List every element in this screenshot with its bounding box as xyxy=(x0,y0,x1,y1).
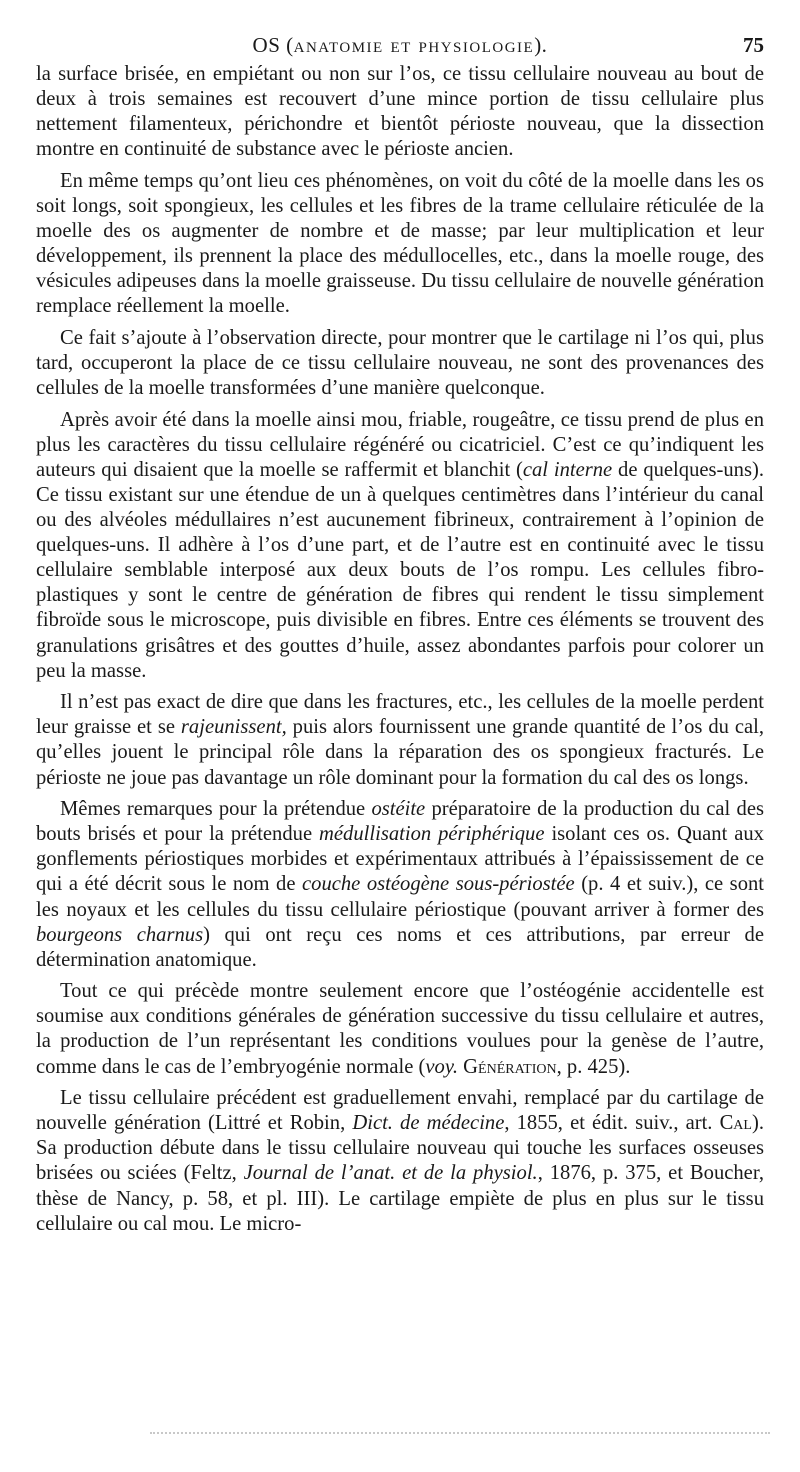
italic-term: médullisation périphérique xyxy=(319,823,545,846)
italic-term: Dict. de médecine xyxy=(352,1112,505,1135)
running-title-end: ). xyxy=(534,33,548,57)
running-title-main: OS ( xyxy=(252,33,294,57)
paragraph xyxy=(36,797,764,973)
text-run: Le tissu cellulaire précédent est graduellement envahi, remplacé par du cartilage de nouvelle génération (Littré et Robin, xyxy=(36,1087,764,1135)
paragraph xyxy=(36,408,764,684)
italic-term: couche ostéogène sous-périostée xyxy=(302,873,575,896)
text-run: Après avoir été dans la moelle ainsi mou, friable, rougeâtre, ce tissu prend de plus en plus les caractères du tissu cellulaire régénéré ou cicatriciel. C’est ce qu’indiquent les auteurs qui disaient que la moelle se raffermit et blanchit ( xyxy=(36,408,764,481)
italic-term: rajeunissent, xyxy=(180,716,287,739)
italic-term: cal interne xyxy=(522,458,613,481)
italic-term: bourgeons charnus xyxy=(36,923,204,946)
running-title xyxy=(36,30,764,60)
text-run: , 1876, p. 375, et Boucher, thèse de Nancy, p. 58, et pl. III). Le cartilage empiète de plus en plus sur le tissu cellulaire ou cal mou. Le micro- xyxy=(36,1162,765,1235)
paragraph xyxy=(36,169,764,320)
text-run: Mêmes remarques pour la prétendue xyxy=(60,798,372,821)
text-run: de quelques-uns). Ce tissu existant sur une étendue de un à quelques centimètres dans l’intérieur du canal ou des alvéoles médullaires n’est aucunement fibrineux, contrairement à l’opinion de quelques-uns. Il adhère à l’os d’une part, et de l’autre est en continuité avec le tissu cellulaire semblable interposé aux deux bouts de l’os rompu. Les cellules fibro-plastiques y sont le centre de génération de fibres qui rendent le tissu simplement fibroïde sous le microscope, puis divisible en fibres. Entre ces éléments se trouvent des granulations grisâtres et des gouttes d’huile, assez abondantes parfois pour colorer un peu la masse. xyxy=(36,458,764,682)
text-run: Ce fait s’ajoute à l’observation directe, pour montrer que le cartilage ni l’os qui, plus tard, occuperont la place de ce tissu cellulaire nouveau, ne sont des provenances des cellules de la moelle transformées d’une manière quelconque. xyxy=(36,326,764,400)
italic-term: Journal de l’anat. et de la physiol. xyxy=(243,1162,538,1185)
text-run: , 1855, et édit. suiv., art. xyxy=(504,1112,720,1135)
scan-bleed-through xyxy=(150,1432,770,1438)
small-caps-reference: Génération xyxy=(463,1055,557,1078)
text-run: puis alors fournissent une grande quantité de l’os du cal, qu’elles jouent le principal rôle dans la réparation des os spongieux fracturés. Le périoste ne joue pas davantage un rôle dominant pour la formation du cal des os longs. xyxy=(36,716,764,789)
running-title-subtitle: anatomie et physiologie xyxy=(293,33,535,57)
text-run: Il n’est pas exact de dire que dans les fractures, etc., les cellules de la moelle perdent leur graisse et se xyxy=(36,691,764,739)
paragraph xyxy=(36,979,764,1079)
paragraph xyxy=(36,326,764,401)
body-text xyxy=(36,62,764,1237)
text-run: En même temps qu’ont lieu ces phénomènes, on voit du côté de la moelle dans les os soit longs, soit spongieux, les cellules et les fibres de la trame cellulaire réticulée de la moelle des os augmenter de nombre et de masse; par leur multiplication et leur développement, ils prennent la place des médullocelles, etc., dans la moelle rouge, des vésicules adipeuses dans la moelle graisseuse. Du tissu cellulaire de nouvelle génération remplace réellement la moelle. xyxy=(36,169,764,318)
text-run: Tout ce qui précède montre seulement encore que l’ostéogénie accidentelle est soumise aux conditions générales de génération successive du tissu cellulaire et autres, la production de l’un représentant les conditions voulues pour la genèse de l’autre, comme dans le cas de l’embryogénie normale ( xyxy=(36,980,764,1078)
text-run: la surface brisée, en empiétant ou non sur l’os, ce tissu cellulaire nouveau au bout de deux à trois semaines est recouvert d’une mince portion de tissu cellulaire plus nettement filamenteux, périchondre et bientôt périoste nouveau, que la dissection montre en continuité de substance avec le périoste ancien. xyxy=(36,63,764,161)
text-run: préparatoire de la production du cal des bouts brisés et pour la prétendue xyxy=(36,798,764,846)
paragraph-continued xyxy=(36,62,764,162)
italic-term: ostéite xyxy=(371,798,426,821)
running-header xyxy=(36,30,764,60)
small-caps-reference: Cal xyxy=(719,1112,752,1135)
paragraph xyxy=(36,1086,764,1237)
text-run: ) qui ont reçu ces noms et ces attributions, par erreur de détermination anatomique. xyxy=(36,923,764,971)
paragraph xyxy=(36,690,764,790)
text-run: ). Sa production débute dans le tissu cellulaire nouveau qui touche les surfaces osseuses brisées ou sciées (Feltz, xyxy=(36,1112,764,1185)
text-run: , p. 425). xyxy=(556,1055,631,1078)
text-run: isolant ces os. Quant aux gonflements périostiques morbides et expérimentaux attribués à l’épaississement de ce qui a été décrit sous le nom de xyxy=(36,823,764,896)
page-number: 75 xyxy=(743,33,764,57)
italic-term: voy. xyxy=(425,1055,459,1078)
text-run: (p. 4 et suiv.), ce sont les noyaux et les cellules du tissu cellulaire périostique (pouvant arriver à former des xyxy=(36,873,765,921)
